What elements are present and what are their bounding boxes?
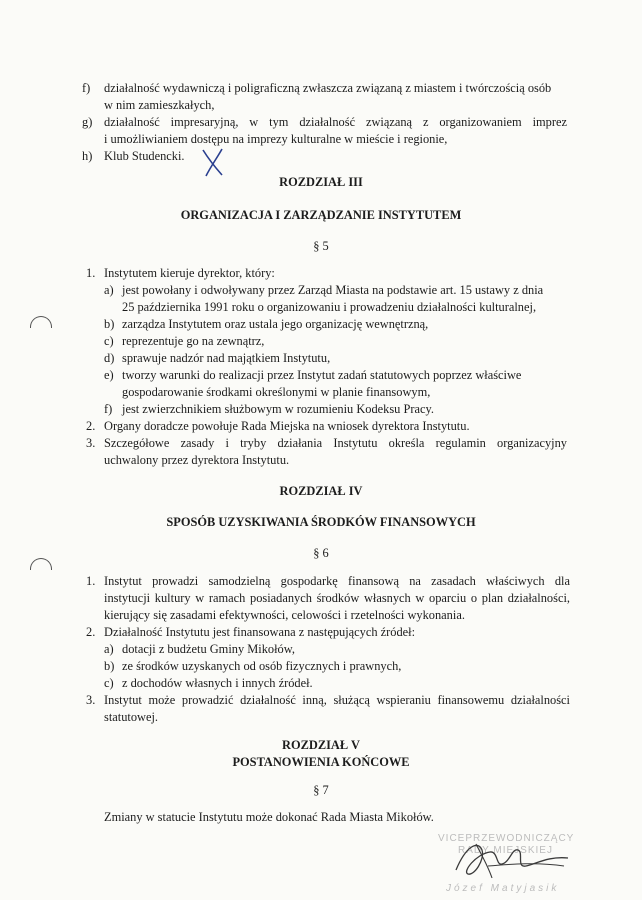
list-item bbox=[0, 692, 642, 709]
list-item-continuation: w nim zamieszkałych, bbox=[104, 98, 215, 112]
list-item bbox=[0, 418, 642, 435]
list-text: Szczegółowe zasady i tryby działania Instytutu określa regulamin organizacyjny bbox=[104, 436, 567, 450]
list-item bbox=[0, 148, 642, 165]
list-text: działalność impresaryjną, w tym działalność związaną z organizowaniem imprez bbox=[104, 115, 567, 129]
list-item bbox=[0, 435, 642, 452]
chapter-title: ROZDZIAŁ III bbox=[279, 175, 363, 189]
list-marker: 3. bbox=[86, 436, 96, 450]
chapter-subtitle: SPOSÓB UZYSKIWANIA ŚRODKÓW FINANSOWYCH bbox=[166, 515, 476, 529]
sub-item: d) sprawuje nadzór nad majątkiem Instytutu, bbox=[104, 351, 331, 365]
sub-item: a) jest powołany i odwoływany przez Zarząd Miasta na podstawie art. 15 ustawy z dnia bbox=[104, 283, 544, 297]
list-item bbox=[0, 80, 642, 97]
chapter-subtitle: ORGANIZACJA I ZARZĄDZANIE INSTYTUTEM bbox=[180, 208, 462, 222]
sub-item: f) jest zwierzchnikiem służbowym w rozumieniu Kodeksu Pracy. bbox=[104, 402, 434, 416]
closing-text: Zmiany w statucie Instytutu może dokonać Rada Miasta Mikołów. bbox=[104, 810, 434, 824]
list-marker: f) bbox=[82, 81, 91, 95]
list-marker: 2. bbox=[86, 419, 96, 433]
sub-item: b) zarządza Instytutem oraz ustala jego organizację wewnętrzną, bbox=[104, 317, 429, 331]
handwritten-signature bbox=[452, 836, 572, 884]
sub-item: a) dotacji z budżetu Gminy Mikołów, bbox=[104, 642, 295, 656]
sub-item-continuation: 25 października 1991 roku o organizowaniu i prowadzeniu działalności kulturalnej, bbox=[122, 300, 537, 314]
sub-item: b) ze środków uzyskanych od osób fizycznych i prawnych, bbox=[104, 659, 402, 673]
list-item bbox=[0, 624, 642, 641]
stamp-title: VICEPRZEWODNICZĄCY bbox=[438, 833, 575, 844]
list-marker: 2. bbox=[86, 625, 96, 639]
list-text: Klub Studencki. bbox=[104, 149, 185, 163]
list-marker: g) bbox=[82, 115, 93, 129]
sub-item: c) reprezentuje go na zewnątrz, bbox=[104, 334, 265, 348]
list-item bbox=[0, 573, 642, 590]
sub-item-continuation: gospodarowanie środkami określonymi w planie finansowym, bbox=[122, 385, 431, 399]
paragraph-symbol: § 5 bbox=[313, 239, 329, 253]
list-text: Organy doradcze powołuje Rada Miejska na wniosek dyrektora Instytutu. bbox=[104, 419, 470, 433]
list-marker: 3. bbox=[86, 693, 96, 707]
list-text: Instytut prowadzi samodzielną gospodarkę finansową na zasadach właściwych dla bbox=[104, 574, 570, 588]
chapter-title: ROZDZIAŁ V bbox=[282, 738, 360, 752]
stamp-name: Józef Matyjasik bbox=[446, 883, 560, 894]
chapter-subtitle: POSTANOWIENIA KOŃCOWE bbox=[232, 755, 410, 769]
list-marker: h) bbox=[82, 149, 93, 163]
list-text: Instytut może prowadzić działalność inną, służącą wspieraniu finansowemu działalności bbox=[104, 693, 570, 707]
list-marker: 1. bbox=[86, 574, 96, 588]
paragraph-symbol: § 6 bbox=[313, 546, 329, 560]
list-item-continuation: statutowej. bbox=[104, 710, 159, 724]
list-item bbox=[0, 265, 642, 282]
paragraph-symbol: § 7 bbox=[313, 783, 329, 797]
list-item-continuation: kierujący się zasadami efektywności, celowości i rzetelności wykonania. bbox=[104, 608, 465, 622]
list-item-continuation: instytucji kultury w ramach posiadanych środków własnych w oparciu o plan działalności, bbox=[104, 591, 570, 605]
list-item-continuation: uchwalony przez dyrektora Instytutu. bbox=[104, 453, 290, 467]
list-text: Działalność Instytutu jest finansowana z następujących źródeł: bbox=[104, 625, 416, 639]
list-text: działalność wydawniczą i poligraficzną zwłaszcza związaną z miastem i twórczością osób bbox=[104, 81, 552, 95]
list-marker: 1. bbox=[86, 266, 96, 280]
list-item-continuation: i umożliwianiem dostępu na imprezy kulturalne w mieście i regionie, bbox=[104, 132, 448, 146]
list-text: Instytutem kieruje dyrektor, który: bbox=[104, 266, 275, 280]
sub-item: e) tworzy warunki do realizacji przez Instytut zadań statutowych poprzez właściwe bbox=[104, 368, 522, 382]
list-item bbox=[0, 114, 642, 131]
sub-item: c) z dochodów własnych i innych źródeł. bbox=[104, 676, 313, 690]
chapter-title: ROZDZIAŁ IV bbox=[279, 484, 363, 498]
stamp-body: RADY MIEJSKIEJ bbox=[458, 845, 553, 856]
